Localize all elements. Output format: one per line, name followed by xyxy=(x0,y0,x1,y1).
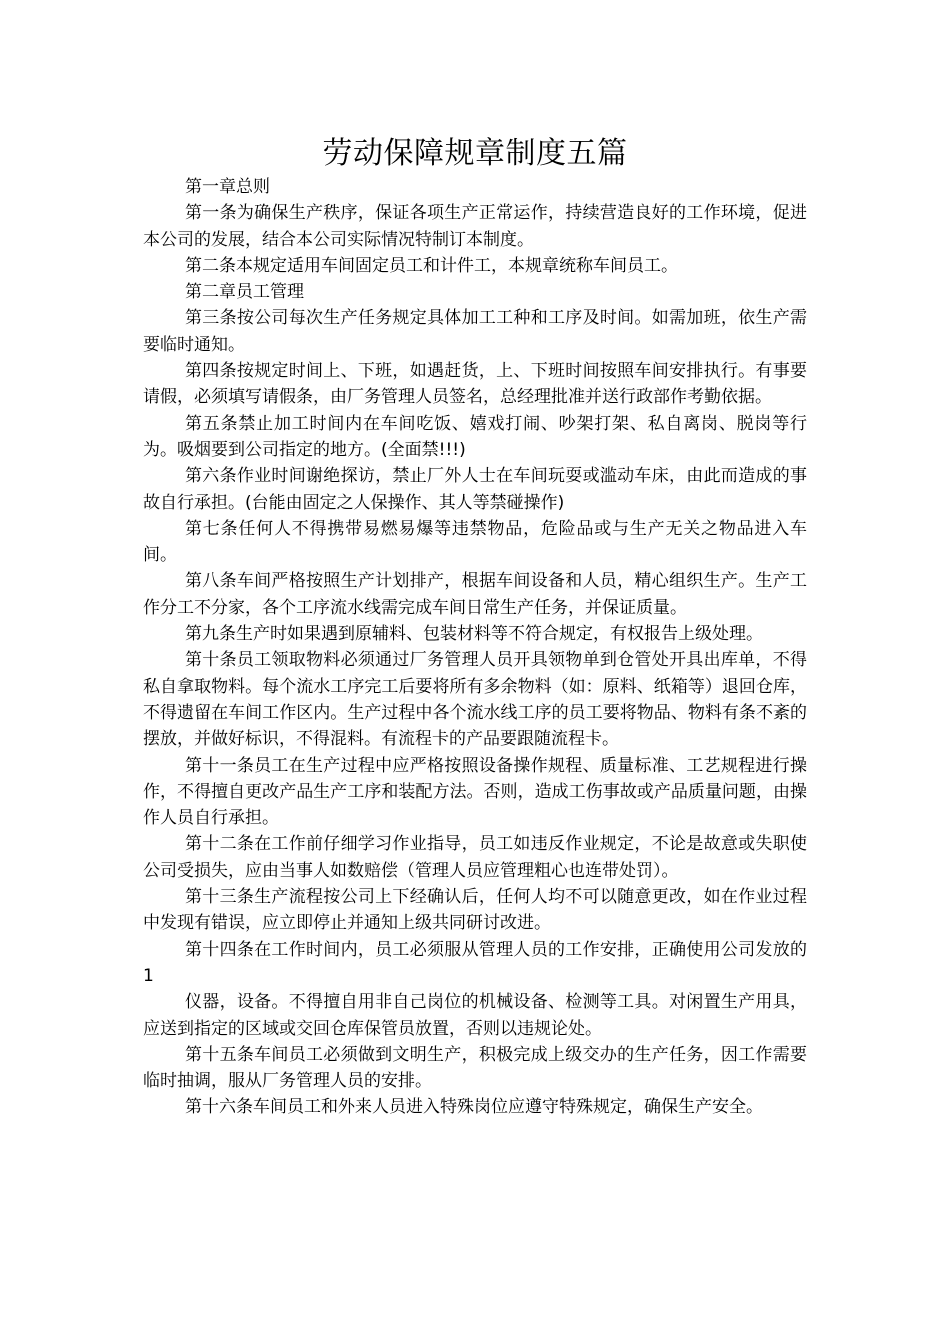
document-body xyxy=(143,174,807,1121)
article-15: 第十五条车间员工必须做到文明生产，积极完成上级交办的生产任务，因工作需要临时抽调，服从厂务管理人员的安排。 xyxy=(143,1044,807,1092)
article-4: 第四条按规定时间上、下班，如遇赶货，上、下班时间按照车间安排执行。有事要请假，必须填写请假条，由厂务管理人员签名，总经理批准并送行政部作考勤依据。 xyxy=(143,361,807,408)
article-14-continued: 仪器，设备。不得擅自用非自己岗位的机械设备、检测等工具。对闲置生产用具，应送到指定的区域或交回仓库保管员放置，否则以违规论处。 xyxy=(143,992,807,1039)
article-6: 第六条作业时间谢绝探访，禁止厂外人士在车间玩耍或滥动车床，由此而造成的事故自行承担。(台能由固定之人保操作、其人等禁碰操作) xyxy=(143,466,807,513)
article-13: 第十三条生产流程按公司上下经确认后，任何人均不可以随意更改，如在作业过程中发现有错误，应立即停止并通知上级共同研讨改进。 xyxy=(143,887,807,934)
document-title: 劳动保障规章制度五篇 xyxy=(322,136,628,171)
chapter-2-heading: 第二章员工管理 xyxy=(185,282,304,303)
chapter-1-heading: 第一章总则 xyxy=(185,177,270,197)
article-3: 第三条按公司每次生产任务规定具体加工工种和工序及时间。如需加班，依生产需要临时通知。 xyxy=(143,308,807,355)
article-7: 第七条任何人不得携带易燃易爆等违禁物品，危险品或与生产无关之物品进入车间。 xyxy=(143,518,807,566)
article-8: 第八条车间严格按照生产计划排产，根据车间设备和人员，精心组织生产。生产工作分工不分家，各个工序流水线需完成车间日常生产任务，并保证质量。 xyxy=(143,571,807,618)
article-10: 第十条员工领取物料必须通过厂务管理人员开具领物单到仓管处开具出库单，不得私自拿取物料。每个流水工序完工后要将所有多余物料（如：原料、纸箱等）退回仓库，不得遗留在车间工作区内。生产过程中各个流水线工序的员工要将物品、物料有条不紊的摆放，并做好标识，不得混料。有流程卡的产品要跟随流程卡。 xyxy=(143,650,807,750)
article-2: 第二条本规定适用车间固定员工和计件工，本规章统称车间员工。 xyxy=(185,255,678,276)
article-9: 第九条生产时如果遇到原辅料、包装材料等不符合规定，有权报告上级处理。 xyxy=(185,624,763,645)
article-1: 第一条为确保生产秩序，保证各项生产正常运作，持续营造良好的工作环境，促进本公司的发展，结合本公司实际情况特制订本制度。 xyxy=(143,203,807,250)
article-5: 第五条禁止加工时间内在车间吃饭、嬉戏打闹、吵架打架、私自离岗、脱岗等行为。吸烟要到公司指定的地方。(全面禁!!!) xyxy=(143,413,807,460)
article-11: 第十一条员工在生产过程中应严格按照设备操作规程、质量标准、工艺规程进行操作，不得擅自更改产品生产工序和装配方法。否则，造成工伤事故或产品质量问题，由操作人员自行承担。 xyxy=(143,755,807,829)
article-12: 第十二条在工作前仔细学习作业指导，员工如违反作业规定，不论是故意或失职使公司受损失，应由当事人如数赔偿（管理人员应管理粗心也连带处罚）。 xyxy=(143,834,807,881)
article-14: 第十四条在工作时间内，员工必须服从管理人员的工作安排，正确使用公司发放的1 xyxy=(143,939,807,986)
article-16: 第十六条车间员工和外来人员进入特殊岗位应遵守特殊规定，确保生产安全。 xyxy=(185,1097,763,1118)
